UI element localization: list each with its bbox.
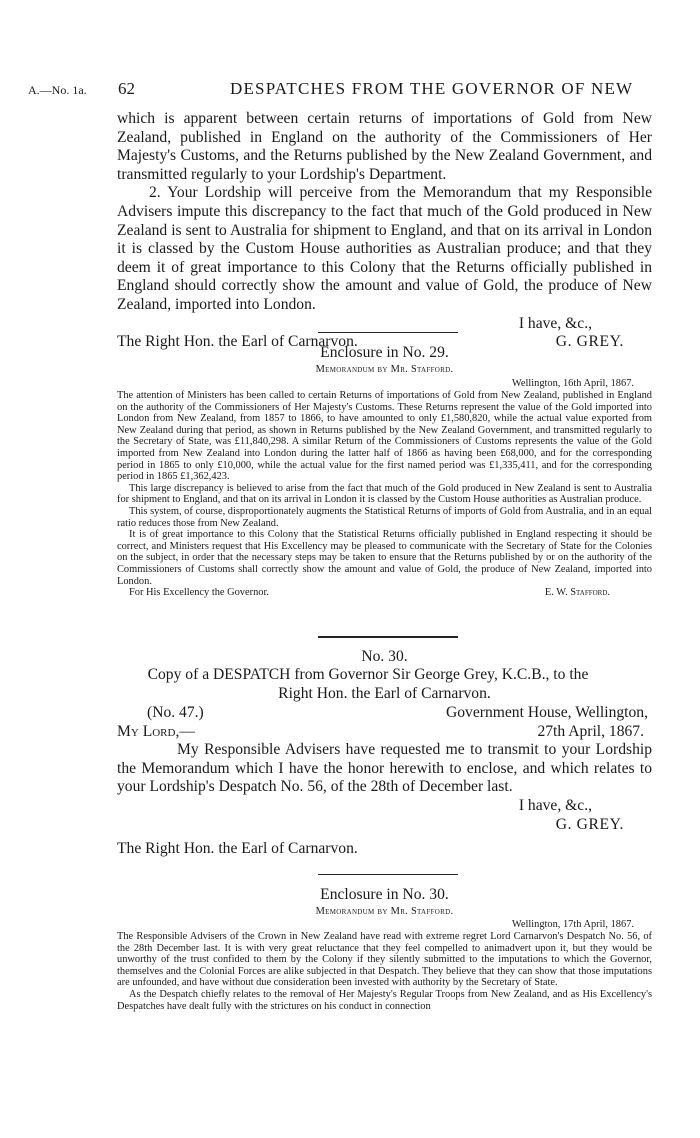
closing: I have, &c., bbox=[518, 314, 592, 332]
for-governor-line: For His Excellency the Governor. bbox=[129, 587, 269, 599]
enclosure-29-sign-row bbox=[117, 587, 652, 599]
despatch-29-continuation bbox=[117, 110, 652, 352]
paragraph-1: which is apparent between certain returns of importations of Gold from New Zealand, published in England on the authority of the Commissioners of Her Majesty's Customs, and the Returns published by the New Zealand Government, and transmitted regularly to your Lordship's Department. bbox=[117, 110, 652, 183]
enclosure-30-subheading: Memorandum by Mr. Stafford. bbox=[315, 906, 454, 917]
despatch-30-title-line-1: Copy of a DESPATCH from Governor Sir George Grey, K.C.B., to the bbox=[147, 666, 589, 683]
enclosure-29-subheading: Memorandum by Mr. Stafford. bbox=[315, 364, 454, 375]
enclosure-29-heading: Enclosure in No. 29. bbox=[320, 344, 449, 361]
addressee: The Right Hon. the Earl of Carnarvon. bbox=[117, 333, 358, 351]
salutation: My Lord,— bbox=[117, 722, 195, 740]
despatch-30-number: No. 30. bbox=[361, 648, 408, 665]
running-header bbox=[28, 79, 660, 101]
despatch-30-signature: G. GREY. bbox=[555, 815, 624, 833]
despatch-30-body bbox=[117, 704, 652, 859]
page-number: 62 bbox=[118, 79, 135, 98]
enclosure-29-dateline: Wellington, 16th April, 1867. bbox=[511, 378, 634, 389]
despatch-ref-number: (No. 47.) bbox=[147, 704, 204, 721]
enclosure-30-dateline: Wellington, 17th April, 1867. bbox=[511, 919, 634, 930]
enclosure-29-para-3: This system, of course, disproportionately augments the Statistical Returns of imports of Gold from Australia, and in an equal ratio reduces those from New Zealand. bbox=[117, 505, 652, 529]
header-title: DESPATCHES FROM THE GOVERNOR OF NEW bbox=[230, 79, 634, 98]
despatch-30-closing: I have, &c., bbox=[518, 796, 592, 814]
signature: G. GREY. bbox=[555, 333, 624, 351]
paragraph-2: 2. Your Lordship will perceive from the Memorandum that my Responsible Advisers impute this discrepancy to the fact that much of the Gold produced in New Zealand is sent to Australia for shipment to England, and that on its arrival in London it is classed by the Custom House authorities as Australian produce; and that they deem it of great importance to this Colony that the Returns officially published in England should correctly show the amount and value of Gold, the produce of New Zealand, imported into London. bbox=[117, 184, 652, 313]
enclosure-29-para-1: The attention of Ministers has been called to certain Returns of importations of Gold from New Zealand, published in England on the authority of the Commissioners of Her Majesty's Customs. These Returns represent the value of the Gold imported into London from New Zealand, from 1857 to 1866, to have amounted to only £1,580,820, while the actual value exported from New Zealand during that period, as shown in Returns published by the New Zealand Government, and transmitted regularly to the Secretary of State, was £11,840,298. A similar Return of the Commissioners of Customs represents the value of the Gold imported from New Zealand into London during the latter half of 1866 as having been £68,000, and for the corresponding period in 1865 to only £10,000, while the actual value for the first named period was £1,335,411, and for the corresponding period in 1865 £1,362,423. bbox=[117, 390, 652, 483]
enclosure-30-para-2: As the Despatch chiefly relates to the removal of Her Majesty's Regular Troops from New Zealand, and as His Excellency's Despatches have dealt fully with the strictures on his conduct in connection bbox=[117, 988, 652, 1012]
header-reference: A.—No. 1a. bbox=[28, 83, 87, 97]
enclosure-30-heading: Enclosure in No. 30. bbox=[320, 886, 449, 903]
enclosure-29-para-4: It is of great importance to this Colony that the Statistical Returns officially published in England respecting it should be correct, and Ministers request that His Excellency may be pleased to communicate with the Secretary of State for the Colonies on the subject, in order that the necessary steps may be taken to ensure that the Returns published by or on the authority of the Commissioners of Customs shall correctly show the amount and value of Gold, the produce of New Zealand, imported into London. bbox=[117, 529, 652, 587]
enclosure-30-para-1: The Responsible Advisers of the Crown in New Zealand have read with extreme regret Lord Carnarvon's Despatch No. 56, of the 28th December last. It is with very great reluctance that they feel compelled to animadvert upon it, but they would be unworthy of the trust confided to them by the Colony if they silently submitted to the imputations to which the Governor, themselves and the Colonial Forces are alike subjected in that Despatch. They believe that they can show that those imputations are unfounded, and have without due consideration been invested with authority by the Secretary of State. bbox=[117, 931, 652, 989]
despatch-date: 27th April, 1867. bbox=[537, 722, 644, 740]
enclosure-29-para-2: This large discrepancy is believed to arise from the fact that much of the Gold produced in New Zealand is sent to Australia for shipment to England, and that on its arrival in London it is classed by the Custom House authorities as Australian produce. bbox=[117, 482, 652, 506]
despatch-30-addressee: The Right Hon. the Earl of Carnarvon. bbox=[117, 840, 358, 858]
despatch-30-ref-row bbox=[117, 704, 652, 723]
despatch-30-title-line-2: Right Hon. the Earl of Carnarvon. bbox=[278, 685, 491, 702]
despatch-30-salutation-row bbox=[117, 723, 652, 742]
section-divider-2 bbox=[318, 874, 458, 875]
section-divider bbox=[318, 332, 458, 333]
despatch-divider bbox=[318, 636, 458, 638]
enclosure-29-body bbox=[117, 390, 652, 599]
despatch-place: Government House, Wellington, bbox=[445, 704, 648, 721]
enclosure-30-body bbox=[117, 931, 652, 1012]
enclosure-29-signature: E. W. Stafford. bbox=[544, 587, 610, 599]
despatch-30-message: My Responsible Advisers have requested me to transmit to your Lordship the Memorandum which I have the honor herewith to enclose, and which relates to your Lordship's Despatch No. 56, of the 28th of December last. bbox=[117, 741, 652, 796]
